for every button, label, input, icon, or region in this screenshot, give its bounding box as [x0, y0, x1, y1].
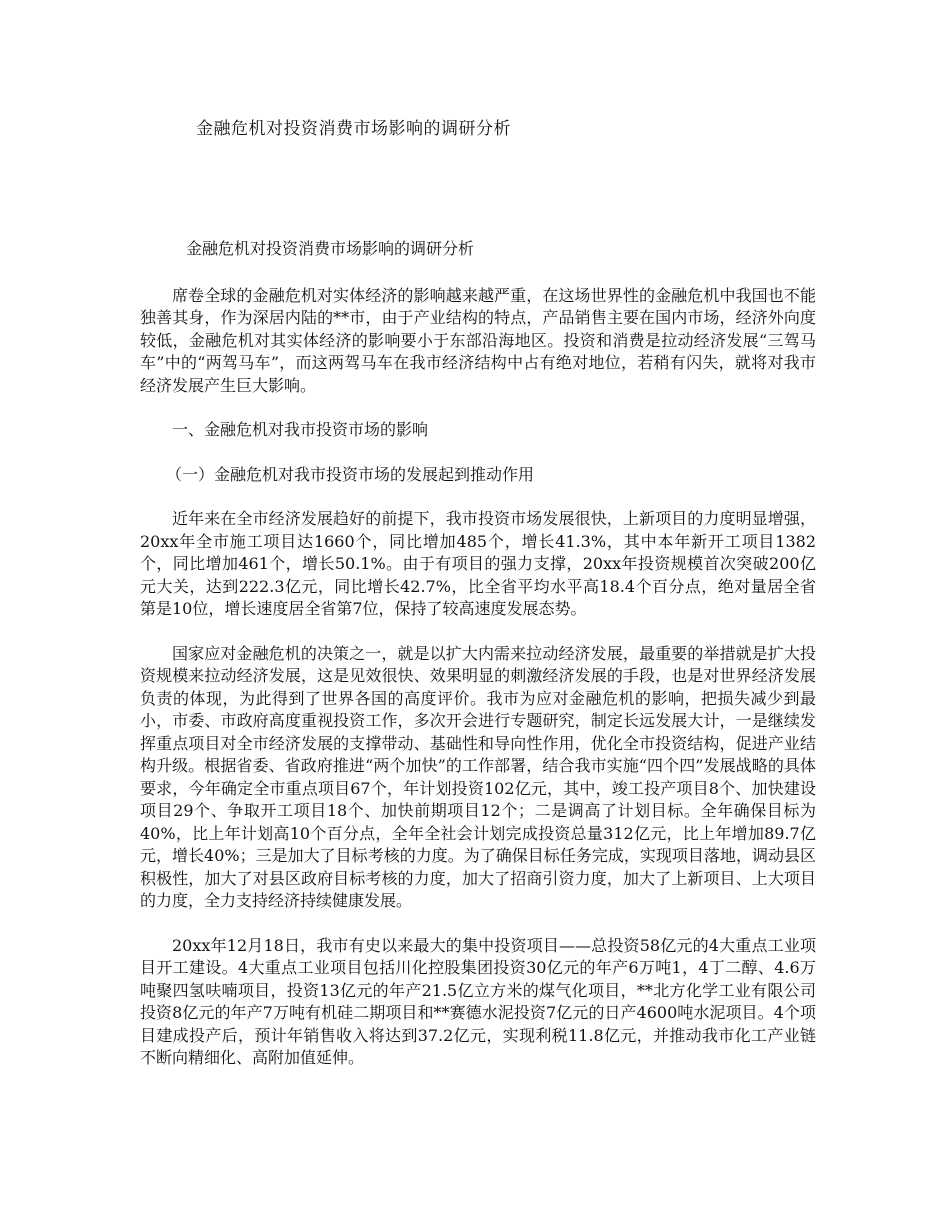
- subsection-heading: （一）金融危机对我市投资市场的发展起到推动作用: [166, 464, 535, 484]
- body-paragraph: 国家应对金融危机的决策之一，就是以扩大内需来拉动经济发展，最重要的举措就是扩大投资规模来拉动经济发展，这是见效很快、效果明显的刺激经济发展的手段，也是对世界经济发展负责的体现，为此得到了世界各国的高度评价。我市为应对金融危机的影响，把损失减少到最小，市委、市政府高度重视投资工作，多次开会进行专题研究，制定长远发展大计，一是继续发挥重点项目对全市经济发展的支撑带动、基础性和导向性作用，优化全市投资结构，促进产业结构升级。根据省委、省政府推进“两个加快”的工作部署，结合我市实施“四个四”发展战略的具体要求，今年确定全市重点项目67个，年计划投资102亿元，其中，竣工投产项目8个、加快建设项目29个、争取开工项目18个、加快前期项目12个；二是调高了计划目标。全年确保目标为40%，比上年计划高10个百分点，全年全社会计划完成投资总量312亿元，比上年增加89.7亿元，增长40%；三是加大了目标考核的力度。为了确保目标任务完成，实现项目落地，调动县区积极性，加大了对县区政府目标考核的力度，加大了招商引资力度，加大了上新项目、上大项目的力度，全力支持经济持续健康发展。: [140, 643, 816, 910]
- document-subtitle: 金融危机对投资消费市场影响的调研分析: [186, 239, 475, 258]
- intro-paragraph: 席卷全球的金融危机对实体经济的影响越来越严重，在这场世界性的金融危机中我国也不能独善其身，作为深居内陆的**市，由于产业结构的特点，产品销售主要在国内市场，经济外向度较低，金融危机对其实体经济的影响要小于东部沿海地区。投资和消费是拉动经济发展“三驾马车”中的“两驾马车”，而这两驾马车在我市经济结构中占有绝对地位，若稍有闪失，就将对我市经济发展产生巨大影响。: [140, 285, 816, 395]
- section-heading: 一、金融危机对我市投资市场的影响: [172, 420, 429, 439]
- document-body: [140, 238, 816, 1092]
- document-title: 金融危机对投资消费市场影响的调研分析: [196, 119, 511, 139]
- body-paragraph: 近年来在全市经济发展趋好的前提下，我市投资市场发展很快，上新项目的力度明显增强，20xx年全市施工项目达1660个，同比增加485个，增长41.3%，其中本年新开工项目1382个，同比增加461个，增长50.1%。由于有项目的强力支撑，20xx年投资规模首次突破200亿元大关，达到222.3亿元，同比增长42.7%，比全省平均水平高18.4个百分点，绝对量居全省第是10位，增长速度居全省第7位，保持了较高速度发展态势。: [140, 509, 816, 618]
- body-paragraph: 20xx年12月18日，我市有史以来最大的集中投资项目——总投资58亿元的4大重点工业项目开工建设。4大重点工业项目包括川化控股集团投资30亿元的年产6万吨1，4丁二醇、4.6万吨聚四氢呋喃项目，投资13亿元的年产21.5亿立方米的煤气化项目，**北方化学工业有限公司投资8亿元的年产7万吨有机硅二期项目和**赛德水泥投资7亿元的日产4600吨水泥项目。4个项目建成投产后，预计年销售收入将达到37.2亿元，实现利税11.8亿元，并推动我市化工产业链不断向精细化、高附加值延伸。: [140, 935, 816, 1067]
